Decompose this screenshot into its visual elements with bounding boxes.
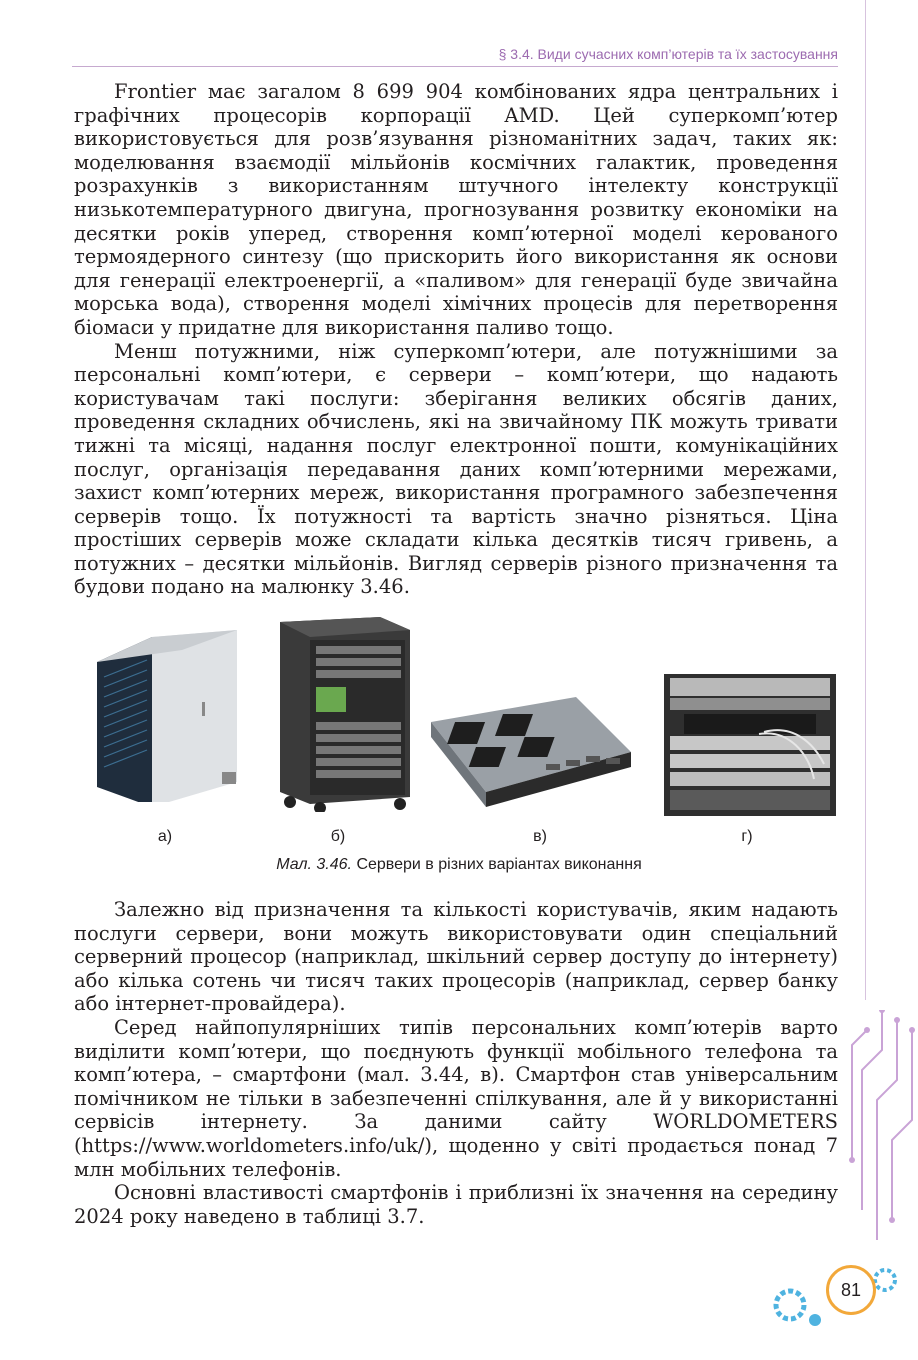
- figure-label-d: г): [741, 828, 753, 845]
- circuit-decoration: [842, 1010, 918, 1250]
- paragraph-smartphones: Серед найпопулярніших типів персональних комп’ютерів варто виділити комп’ютери, що поєднують функції мобільного телефона та комп’ютера, – смартфони (мал. 3.44, в). Смартфон став універсальним помічником не тільки в забезпеченні спілкування, але й у використанні сервісів інтернету. За даними сайту WORLDOMETERS (https://www.worldometers.info/uk/), щоденно у світі продається понад 7 млн мобільних телефонів.: [74, 1015, 838, 1181]
- running-header: [72, 40, 838, 67]
- caption-text: Сервери в різних варіантах виконання: [356, 856, 642, 873]
- paragraph-server-processors: Залежно від призначення та кількості користувачів, яким надають послуги сервери, вони можуть використовувати один спеціальний серверний процесор (наприклад, шкільний сервер доступу до інтернету) або кілька сотень чи тисяч таких процесорів (наприклад, сервер банку або інтернет-провайдера).: [74, 898, 838, 1016]
- paragraph-table-intro: Основні властивості смартфонів і приблизні їх значення на середину 2024 року наведено в таблиці 3.7.: [74, 1181, 838, 1228]
- page-number: 81: [826, 1265, 876, 1315]
- figure-label-b: б): [330, 828, 346, 845]
- figure-caption: [0, 856, 918, 874]
- tower-server-image: [92, 622, 242, 802]
- paragraph-frontier: Frontier має загалом 8 699 904 комбінованих ядра центральних і графічних процесорів корпорації AMD. Цей суперкомп’ютер використовується для розв’язування різноманітних задач, таких як: моделювання взаємодії мільйонів космічних галактик, проведення розрахунків з використанням штучного інтелекту конструкції низькотемпературного двигуна, прогнозування розвитку економіки на десятки років уперед, створення комп’ютерної моделі керованого термоядерного синтезу (що прискорить його використання як основи для генерації електроенергії, а «паливом» для генерації буде звичайна морська вода), створення моделі хімічних процесів для перетворення біомаси у придатне для використання паливо тощо.: [74, 80, 838, 339]
- margin-rule: [865, 0, 866, 1000]
- figure-label-c: в): [533, 828, 547, 845]
- body-text-top: [74, 80, 838, 599]
- figure-label-a: а): [157, 828, 173, 845]
- body-text-bottom: [74, 898, 838, 1228]
- caption-number: Мал. 3.46.: [276, 856, 352, 873]
- rack-server-image: [664, 674, 836, 816]
- section-title: § 3.4. Види сучасних комп’ютерів та їх застосування: [498, 46, 838, 62]
- cabinet-server-image: [260, 612, 420, 812]
- paragraph-servers: Менш потужними, ніж суперкомп’ютери, але потужнішими за персональні комп’ютери, є сервери – комп’ютери, що надають користувачам такі послуги: зберігання великих обсягів даних, проведення складних обчислень, які на звичайному ПК можуть тривати тижні та місяці, надання послуг електронної пошти, комунікаційних послуг, організація передавання даних комп’ютерними мережами, захист комп’ютерних мереж, використання програмного забезпечення серверів тощо. Їх потужності та вартість значно різняться. Ціна простіших серверів може складати кілька десятків тисяч гривень, а потужних – десятки мільйонів. Вигляд серверів різного призначення та будови подано на малюнку 3.46.: [74, 339, 838, 599]
- figure-3-46: [74, 612, 840, 822]
- blade-server-image: [426, 692, 636, 812]
